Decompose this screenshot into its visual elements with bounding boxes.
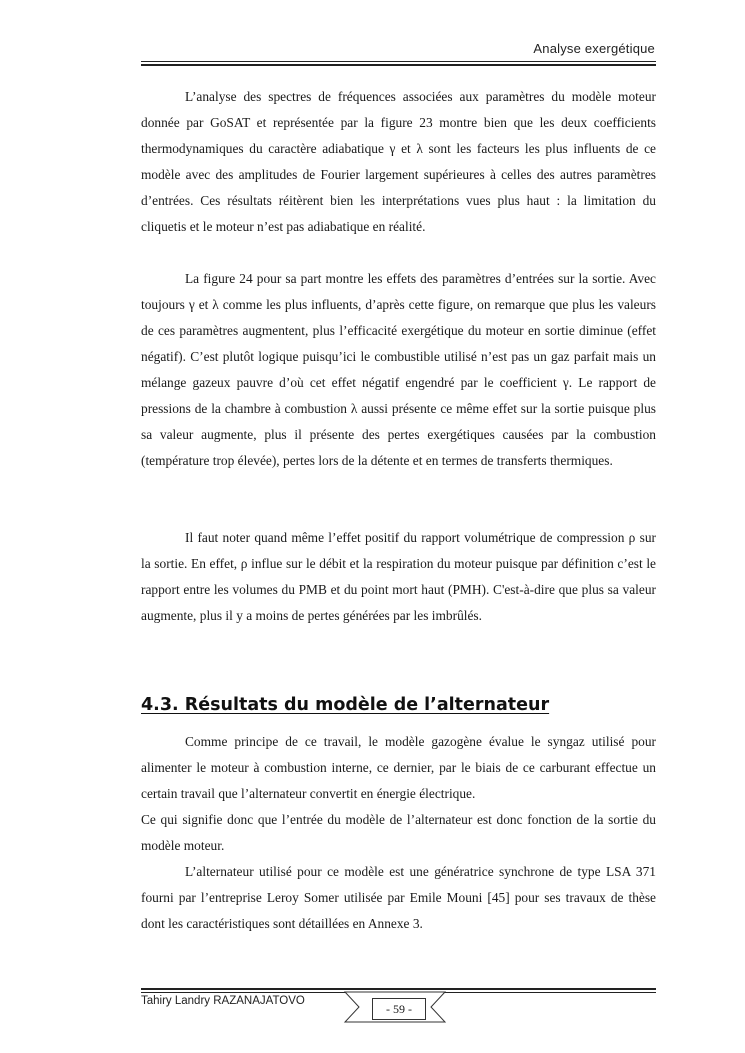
footer-author: Tahiry Landry RAZANAJATOVO (141, 995, 305, 1007)
paragraph-alternator-type: L’alternateur utilisé pour ce modèle est une génératrice synchrone de type LSA 371 fourni par l’entreprise Leroy Somer utilisée par Emile Mouni [45] pour ses travaux de thèse dont les caractéristiques sont détaillées en Annexe 3. (141, 864, 656, 931)
paragraph-spectral-analysis: L’analyse des spectres de fréquences associées aux paramètres du modèle moteur donnée par GoSAT et représentée par la figure 23 montre bien que les deux coefficients thermodynamiques du caractère adiabatique γ et λ sont les facteurs les plus influents de ce modèle avec des amplitudes de Fourier largement supérieures à celles des autres paramètres d’entrées. Ces résultats réitèrent bien les interprétations vues plus haut : la limitation du cliquetis et le moteur n’est pas adiabatique en réalité. (141, 89, 656, 234)
header-rule-bottom (141, 64, 656, 66)
running-header: Analyse exergétique (533, 41, 655, 56)
paragraph-compression-ratio: Il faut noter quand même l’effet positif du rapport volumétrique de compression ρ sur la sortie. En effet, ρ influe sur le débit et la respiration du moteur puisque par définition c’est le rapport entre les volumes du PMB et du point mort haut (PMH). C'est-à-dire que plus sa valeur augmente, plus il y a moins de pertes générées par les imbrûlés. (141, 530, 656, 623)
paragraph-alternator-principle: Comme principe de ce travail, le modèle gazogène évalue le syngaz utilisé pour alimenter le moteur à combustion interne, ce dernier, par le biais de ce carburant effectue un certain travail que l’alternateur convertit en énergie électrique. (141, 734, 656, 801)
section-heading: 4.3. Résultats du modèle de l’alternateur (141, 695, 550, 715)
paragraph-input-effects: La figure 24 pour sa part montre les effets des paramètres d’entrées sur la sortie. Avec toujours γ et λ comme les plus influents, d’après cette figure, on remarque que plus les valeurs de ces paramètres augmentent, plus l’efficacité exergétique du moteur en sortie diminue (effet négatif). C’est plutôt logique puisqu’ici le combustible utilisé n’est pas un gaz parfait mais un mélange gazeux pauvre d’où cet effet négatif engendré par le coefficient γ. Le rapport de pressions de la chambre à combustion λ aussi présente ce même effet sur la sortie puisque plus sa valeur augmente, plus il présente des pertes exergétiques causées par la combustion (température trop élevée), pertes lors de la détente et en termes de transferts thermiques. (141, 271, 656, 468)
paragraph-alternator-input: Ce qui signifie donc que l’entrée du modèle de l’alternateur est donc fonction de la sortie du modèle moteur. (141, 812, 656, 853)
page-number: - 59 - (372, 998, 426, 1020)
header-rule-top (141, 61, 656, 62)
